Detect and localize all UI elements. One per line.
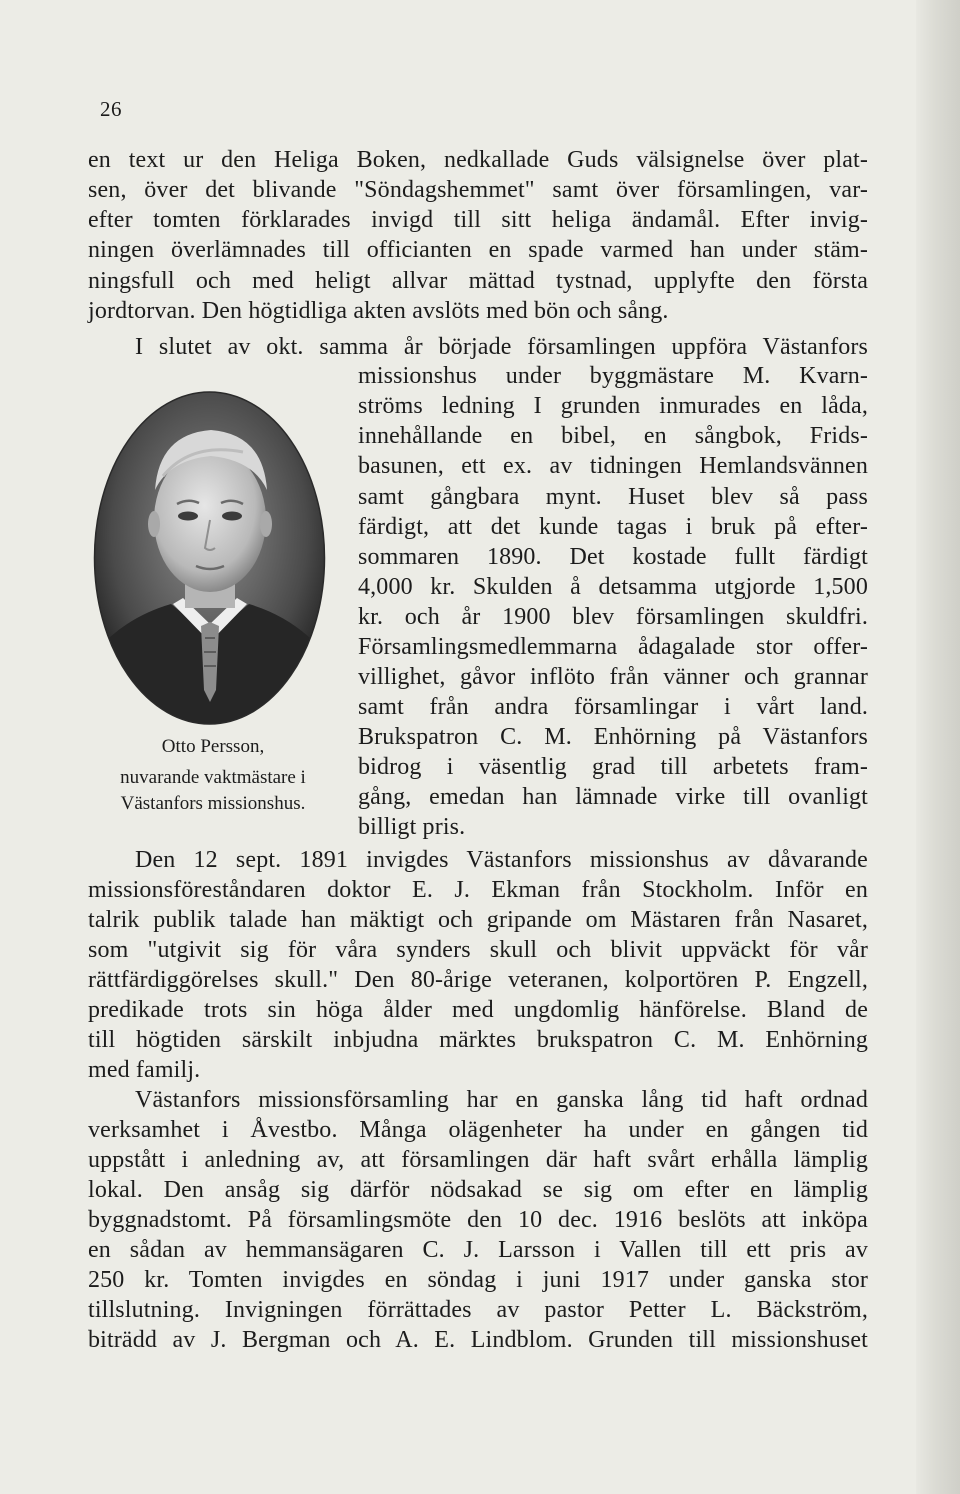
- text-line: som "utgivit sig för våra synders skull och blivit uppväckt för vår: [88, 937, 868, 963]
- text-line: 250 kr. Tomten invigdes en söndag i juni 1917 under ganska stor: [88, 1267, 868, 1293]
- page-number: 26: [100, 97, 122, 121]
- text-line: samt gångbara mynt. Huset blev så pass: [358, 484, 868, 510]
- text-line: ströms ledning I grunden inmurades en låda,: [358, 393, 868, 419]
- text-line: missionshus under byggmästare M. Kvarn-: [358, 363, 868, 389]
- text-line: Västanfors missionsförsamling har en ganska lång tid haft ordnad: [135, 1087, 868, 1113]
- text-line: bidrog i väsentlig grad till arbetets fram-: [358, 754, 868, 780]
- text-line: jordtorvan. Den högtidliga akten avslöts med bön och sång.: [88, 298, 669, 324]
- text-line: en text ur den Heliga Boken, nedkallade Guds välsignelse över plat-: [88, 147, 868, 173]
- text-line: sommaren 1890. Det kostade fullt färdigt: [358, 544, 868, 570]
- text-line: med familj.: [88, 1057, 201, 1083]
- text-line: gång, emedan han lämnade virke till ovanligt: [358, 784, 868, 810]
- text-line: Brukspatron C. M. Enhörning på Västanfors: [358, 724, 868, 750]
- portrait-photo: [93, 390, 326, 726]
- text-line: innehållande en bibel, en sångbok, Frids-: [358, 423, 868, 449]
- text-line: ningsfull och med heligt allvar mättad tystnad, upplyfte den första: [88, 268, 868, 294]
- text-line: sen, över det blivande "Söndagshemmet" samt över församlingen, var-: [88, 177, 868, 203]
- text-line: kr. och år 1900 blev församlingen skuldfri.: [358, 604, 868, 630]
- text-line: färdigt, att det kunde tagas i bruk på efter-: [358, 514, 868, 540]
- text-line: villighet, gåvor inflöto från vänner och grannar: [358, 664, 868, 690]
- caption-line: Västanfors missionshus.: [120, 793, 306, 814]
- text-line: efter tomten förklarades invigd till sitt heliga ändamål. Efter invig-: [88, 207, 868, 233]
- text-line: en sådan av hemmansägaren C. J. Larsson i Vallen till ett pris av: [88, 1237, 868, 1263]
- text-line: lokal. Den ansåg sig därför nödsakad se sig om efter en lämplig: [88, 1177, 868, 1203]
- text-line: I slutet av okt. samma år började församlingen uppföra Västanfors: [135, 334, 868, 360]
- text-line: rättfärdiggörelses skull." Den 80-årige veteranen, kolportören P. Engzell,: [88, 967, 868, 993]
- text-line: predikade trots sin höga ålder med ungdomlig hänförelse. Bland de: [88, 997, 868, 1023]
- caption-line: Otto Persson,: [161, 736, 265, 757]
- text-line: 4,000 kr. Skulden å detsamma utgjorde 1,500: [358, 574, 868, 600]
- text-line: verksamhet i Åvestbo. Många olägenheter ha under en gången tid: [88, 1117, 868, 1143]
- page-edge: [916, 0, 960, 1494]
- text-line: tillslutning. Invigningen förrättades av pastor Petter L. Bäckström,: [88, 1297, 868, 1323]
- text-line: missionsföreståndaren doktor E. J. Ekman från Stockholm. Inför en: [88, 877, 868, 903]
- text-line: billigt pris.: [358, 814, 466, 840]
- caption-line: nuvarande vaktmästare i: [120, 767, 306, 788]
- text-line: Den 12 sept. 1891 invigdes Västanfors missionshus av dåvarande: [135, 847, 868, 873]
- text-line: biträdd av J. Bergman och A. E. Lindblom. Grunden till missionshuset: [88, 1327, 868, 1353]
- text-line: basunen, ett ex. av tidningen Hemlandsvännen: [358, 453, 868, 479]
- text-line: ningen överlämnades till officianten en spade varmed han under stäm-: [88, 237, 868, 263]
- text-line: byggnadstomt. På församlingsmöte den 10 dec. 1916 beslöts att inköpa: [88, 1207, 868, 1233]
- text-line: uppstått i anledning av, att församlingen där haft svårt erhålla lämplig: [88, 1147, 868, 1173]
- text-line: till högtiden särskilt inbjudna märktes brukspatron C. M. Enhörning: [88, 1027, 868, 1053]
- text-line: samt från andra församlingar i vårt land.: [358, 694, 868, 720]
- text-line: talrik publik talade han mäktigt och gripande om Mästaren från Nasaret,: [88, 907, 868, 933]
- text-line: Församlingsmedlemmarna ådagalade stor offer-: [358, 634, 868, 660]
